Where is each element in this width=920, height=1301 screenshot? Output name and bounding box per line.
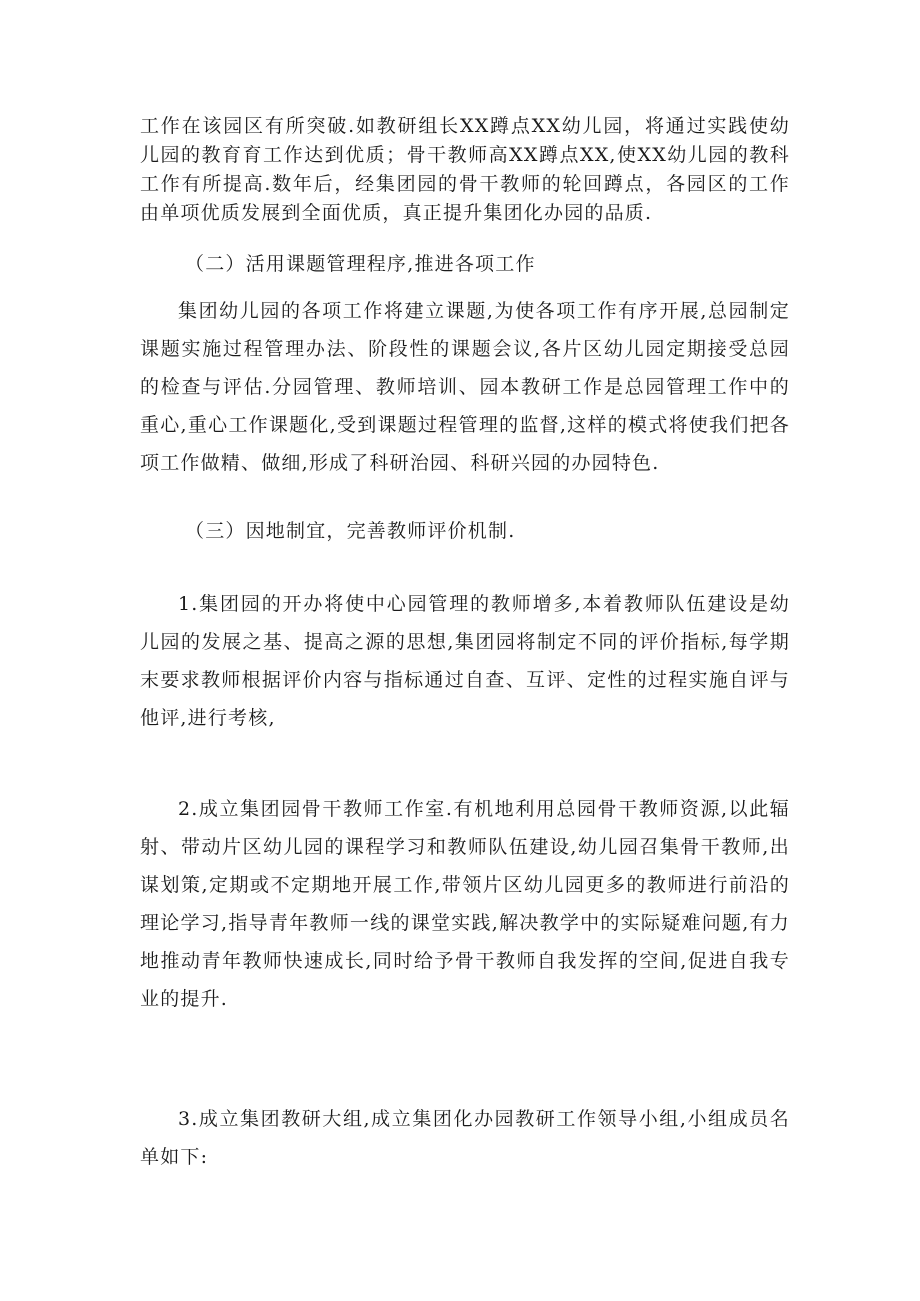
paragraph-intro: 工作在该园区有所突破.如教研组长XX蹲点XX幼儿园，将通过实践使幼儿园的教育育工作达到优质；骨干教师高XX蹲点XX,使XX幼儿园的教科工作有所提高.数年后，经集团园的骨干教师的轮回蹲点，各园区的工作由单项优质发展到全面优质，真正提升集团化办园的品质. <box>140 115 790 224</box>
section-heading-3: （三）因地制宜，完善教师评价机制. <box>185 520 516 542</box>
paragraph-item-1: 1.集团园的开办将使中心园管理的教师增多,本着教师队伍建设是幼儿园的发展之基、提高之源的思想,集团园将制定不同的评价指标,每学期末要求教师根据评价内容与指标通过自查、互评、定性的过程实施自评与他评,进行考核, <box>140 593 790 729</box>
paragraph-item-3: 3.成立集团教研大组,成立集团化办园教研工作领导小组,小组成员名单如下: <box>140 1108 790 1168</box>
section-heading-2: （二）活用课题管理程序,推进各项工作 <box>185 253 536 275</box>
paragraph-topic-management: 集团幼儿园的各项工作将建立课题,为使各项工作有序开展,总园制定课题实施过程管理办法、阶段性的课题会议,各片区幼儿园定期接受总园的检查与评估.分园管理、教师培训、园本教研工作是总园管理工作中的重心,重心工作课题化,受到课题过程管理的监督,这样的模式将使我们把各项工作做精、做细,形成了科研治园、科研兴园的办园特色. <box>140 300 790 474</box>
paragraph-item-2: 2.成立集团园骨干教师工作室.有机地利用总园骨干教师资源,以此辐射、带动片区幼儿园的课程学习和教师队伍建设,幼儿园召集骨干教师,出谋划策,定期或不定期地开展工作,带领片区幼儿园更多的教师进行前沿的理论学习,指导青年教师一线的课堂实践,解决教学中的实际疑难问题,有力地推动青年教师快速成长,同时给予骨干教师自我发挥的空间,促进自我专业的提升. <box>140 798 790 1010</box>
